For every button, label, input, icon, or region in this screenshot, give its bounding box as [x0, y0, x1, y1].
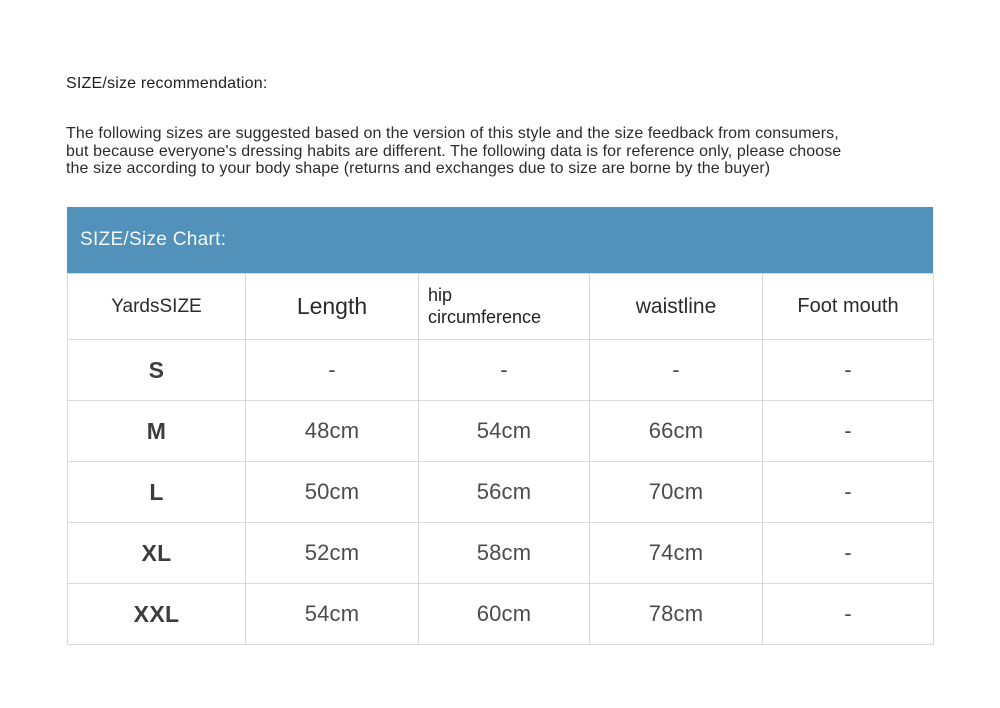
- disclaimer-line-1: The following sizes are suggested based on the version of this style and the size feedback from consumers,: [66, 125, 839, 142]
- hip-value: 56cm: [419, 462, 590, 523]
- table-row-s: [68, 340, 934, 401]
- hip-value: -: [419, 340, 590, 401]
- table-row-m: [68, 401, 934, 462]
- table-header-row: [68, 274, 934, 340]
- foot-value: -: [763, 523, 934, 584]
- foot-value: -: [763, 340, 934, 401]
- waist-value: 78cm: [590, 584, 763, 645]
- size-label: M: [68, 401, 246, 462]
- size-chart-section: [67, 207, 933, 645]
- waist-value: 66cm: [590, 401, 763, 462]
- column-header-length: Length: [246, 274, 419, 340]
- size-label: S: [68, 340, 246, 401]
- length-value: -: [246, 340, 419, 401]
- disclaimer-line-2: but because everyone's dressing habits are different. The following data is for reference only, please choose: [66, 142, 842, 160]
- waist-value: 74cm: [590, 523, 763, 584]
- hip-value: 58cm: [419, 523, 590, 584]
- size-chart-banner: SIZE/Size Chart:: [67, 207, 933, 273]
- length-value: 48cm: [246, 401, 419, 462]
- size-label: L: [68, 462, 246, 523]
- length-value: 50cm: [246, 462, 419, 523]
- foot-value: -: [763, 401, 934, 462]
- length-value: 52cm: [246, 523, 419, 584]
- hip-value: 60cm: [419, 584, 590, 645]
- size-label: XXL: [68, 584, 246, 645]
- foot-value: -: [763, 584, 934, 645]
- table-row-xxl: [68, 584, 934, 645]
- waist-value: -: [590, 340, 763, 401]
- waist-value: 70cm: [590, 462, 763, 523]
- column-header-yards-size: YardsSIZE: [68, 274, 246, 340]
- size-disclaimer-text: [66, 125, 946, 178]
- hip-value: 54cm: [419, 401, 590, 462]
- size-label: XL: [68, 523, 246, 584]
- table-row-l: [68, 462, 934, 523]
- page-title: SIZE/size recommendation:: [66, 75, 268, 92]
- size-chart-table: [67, 273, 934, 645]
- column-header-foot-mouth: Foot mouth: [763, 274, 934, 340]
- foot-value: -: [763, 462, 934, 523]
- disclaimer-line-3: the size according to your body shape (returns and exchanges due to size are borne by the buyer): [66, 160, 771, 177]
- column-header-hip-circumference: [419, 274, 590, 340]
- hip-header-label: hip circumference: [428, 284, 542, 327]
- table-row-xl: [68, 523, 934, 584]
- column-header-waistline: waistline: [590, 274, 763, 340]
- length-value: 54cm: [246, 584, 419, 645]
